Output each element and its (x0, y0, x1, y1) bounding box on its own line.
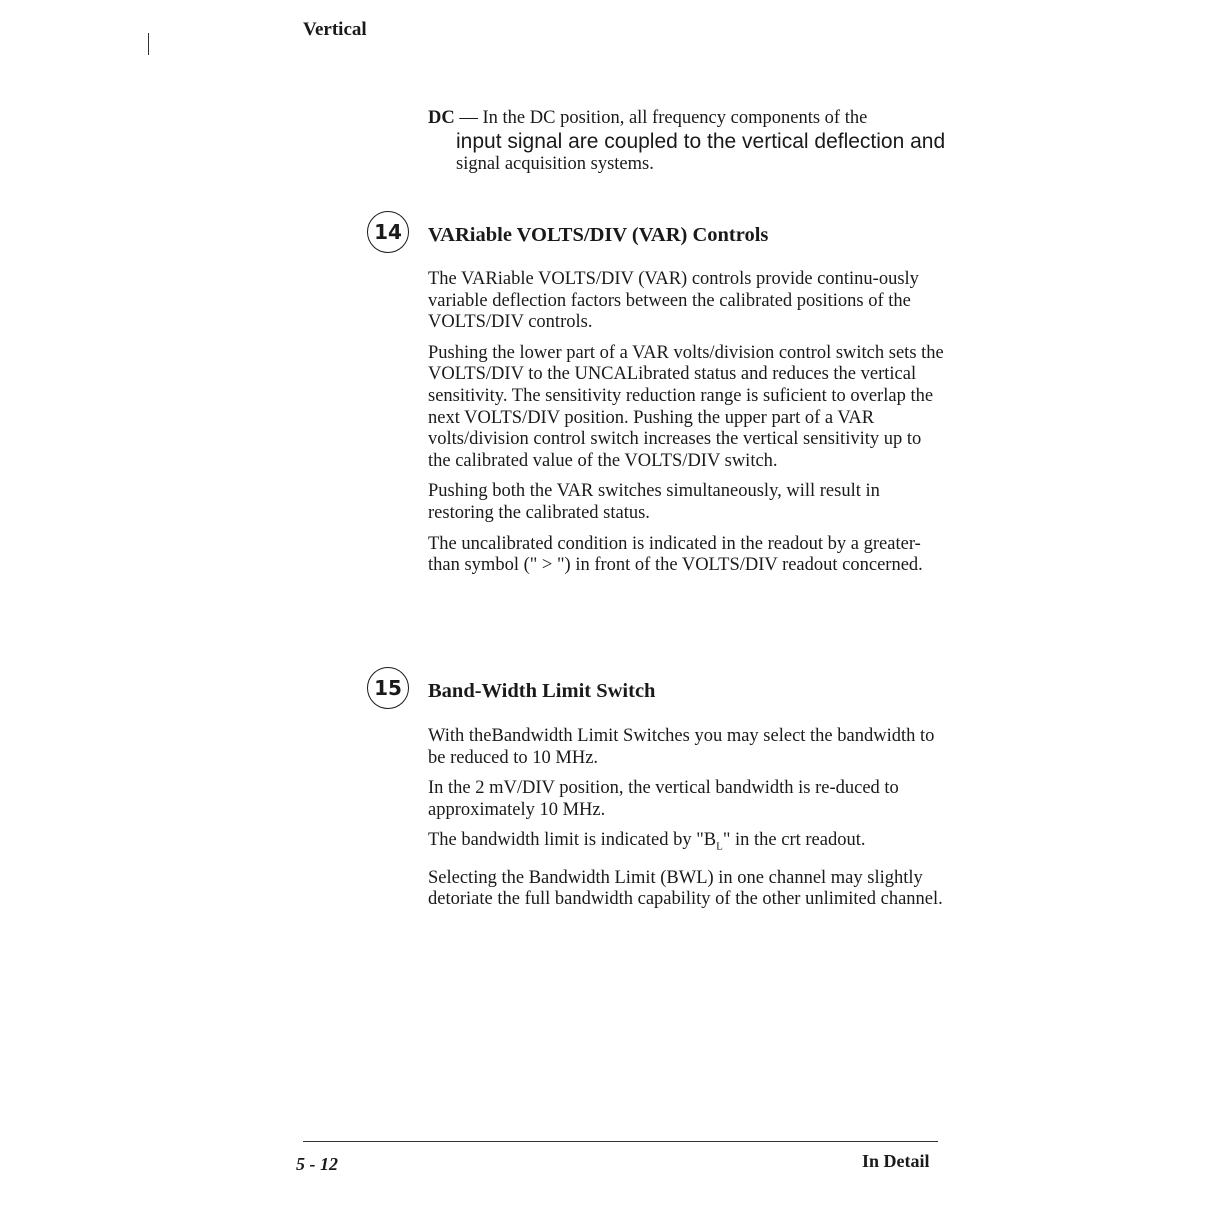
dc-lead: DC (428, 108, 455, 128)
section-15-number: 15 (374, 676, 402, 700)
section-14-paragraph: The VARiable VOLTS/DIV (VAR) controls provide continu-ously variable deflection factors between the calibrated positions of the VOLTS/DIV controls. (428, 269, 919, 333)
section-14-paragraph: Pushing both the VAR switches simultaneously, will result in restoring the calibrated status. (428, 481, 880, 523)
section-15-paragraph: In the 2 mV/DIV position, the vertical bandwidth is re-duced to approximately 10 MHz. (428, 778, 899, 820)
dc-description (428, 108, 948, 175)
section-15-bl-paragraph (428, 830, 948, 858)
footer-section-name: In Detail (862, 1151, 930, 1171)
section-14-paragraph: The uncalibrated condition is indicated in the readout by a greater-than symbol (" > ") in front of the VOLTS/DIV readout concerned. (428, 533, 923, 576)
dc-line-1 (428, 108, 948, 130)
dc-dash: — (454, 108, 483, 128)
section-15-paragraph: Selecting the Bandwidth Limit (BWL) in one channel may slightly detoriate the full bandwidth capability of the other unlimited channel. (428, 867, 943, 910)
section-15-paragraph: With theBandwidth Limit Switches you may select the bandwidth to be reduced to 10 MHz. (428, 726, 935, 768)
dc-line-2: input signal are coupled to the vertical deflection and (456, 129, 946, 153)
section-14-body (428, 269, 948, 586)
section-14-title: VARiable VOLTS/DIV (VAR) Controls (428, 224, 769, 246)
section-15-title: Band-Width Limit Switch (428, 680, 656, 702)
page-header-title: Vertical (303, 19, 367, 40)
dc-line-3: signal acquisition systems. (456, 153, 654, 174)
dc-text-1: In the DC position, all frequency components of the (482, 108, 868, 128)
margin-change-bar (148, 33, 149, 55)
footer-page-number: 5 - 12 (296, 1154, 338, 1174)
bl-text-after: " in the crt readout. (722, 830, 866, 851)
section-14-number: 14 (374, 220, 402, 244)
section-14-number-circle (367, 211, 409, 253)
section-14-paragraph: Pushing the lower part of a VAR volts/division control switch sets the VOLTS/DIV to the UNCALibrated status and reduces the vertical sensitivity. The sensitivity reduction range is suficient to overlap the next VOLTS/DIV position. Pushing the upper part of a VAR volts/division control switch increases the vertical sensitivity up to the calibrated value of the VOLTS/DIV switch. (428, 342, 944, 471)
section-15-body (428, 726, 948, 920)
footer-rule (303, 1141, 938, 1142)
section-15-number-circle (367, 667, 409, 709)
bl-subscript: L (716, 841, 723, 854)
bl-text-before: The bandwidth limit is indicated by "B (428, 830, 717, 851)
